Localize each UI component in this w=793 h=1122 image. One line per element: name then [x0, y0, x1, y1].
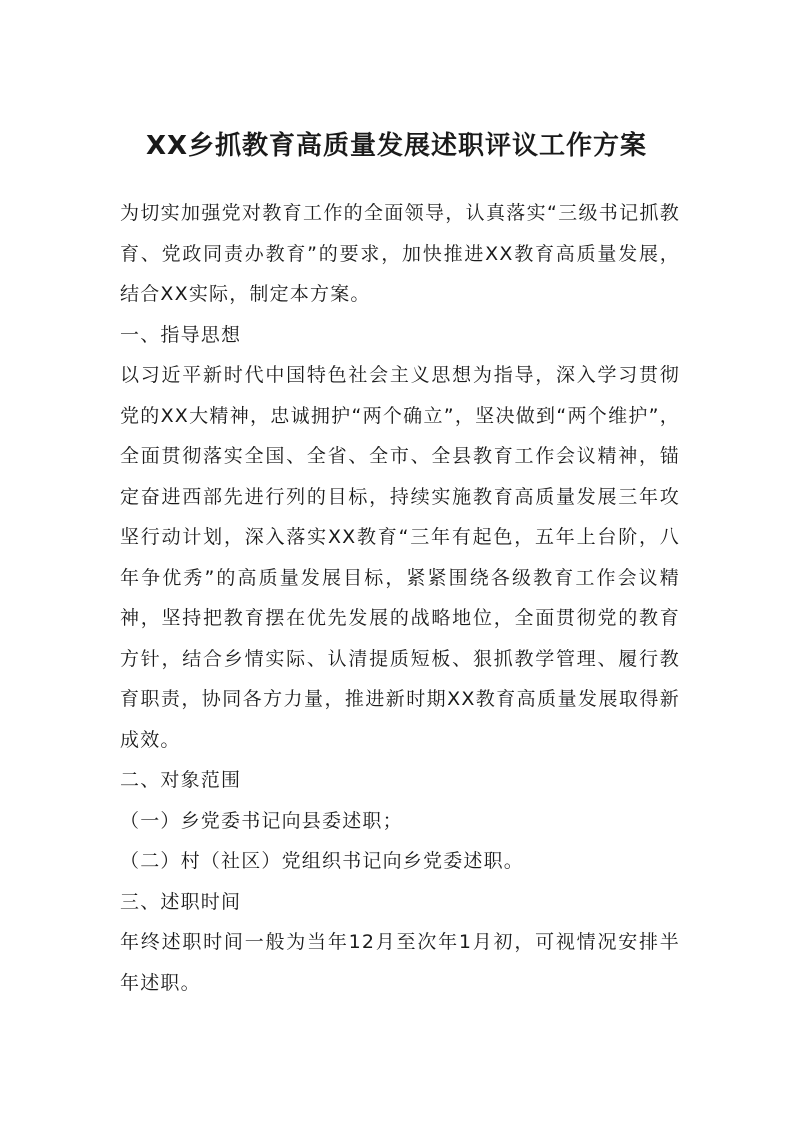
guiding-ideology-paragraph: 以习近平新时代中国特色社会主义思想为指导，深入学习贯彻党的XX大精神，忠诚拥护“两个确立”，坚决做到“两个维护”，全面贯彻落实全国、全省、全市、全县教育工作会议精神，锚定奋进西部先进行列的目标，持续实施教育高质量发展三年攻坚行动计划，深入落实XX教育“三年有起色，五年上台阶，八年争优秀”的高质量发展目标，紧紧围绕各级教育工作会议精神，坚持把教育摆在优先发展的战略地位，全面贯彻党的教育方针，结合乡情实际、认清提质短板、狠抓教学管理、履行教育职责，协同各方力量，推进新时期XX教育高质量发展取得新成效。 — [120, 364, 680, 751]
scope-item-township-secretary: （一）乡党委书记向县委述职； — [120, 809, 403, 832]
document-title: XX乡抓教育高质量发展述职评议工作方案 — [145, 131, 648, 161]
reporting-time-paragraph: 年终述职时间一般为当年12月至次年1月初，可视情况安排半年述职。 — [120, 931, 680, 994]
section-heading-guiding-ideology: 一、指导思想 — [120, 323, 242, 346]
scope-item-village-secretary: （二）村（社区）党组织书记向乡党委述职。 — [120, 850, 525, 872]
section-heading-scope: 二、对象范围 — [120, 769, 242, 791]
intro-paragraph: 为切实加强党对教育工作的全面领导，认真落实“三级书记抓教育、党政同责办教育”的要求，加快推进XX教育高质量发展，结合XX实际，制定本方案。 — [120, 202, 680, 305]
document-body — [120, 193, 680, 1003]
section-heading-reporting-time: 三、述职时间 — [120, 890, 242, 913]
